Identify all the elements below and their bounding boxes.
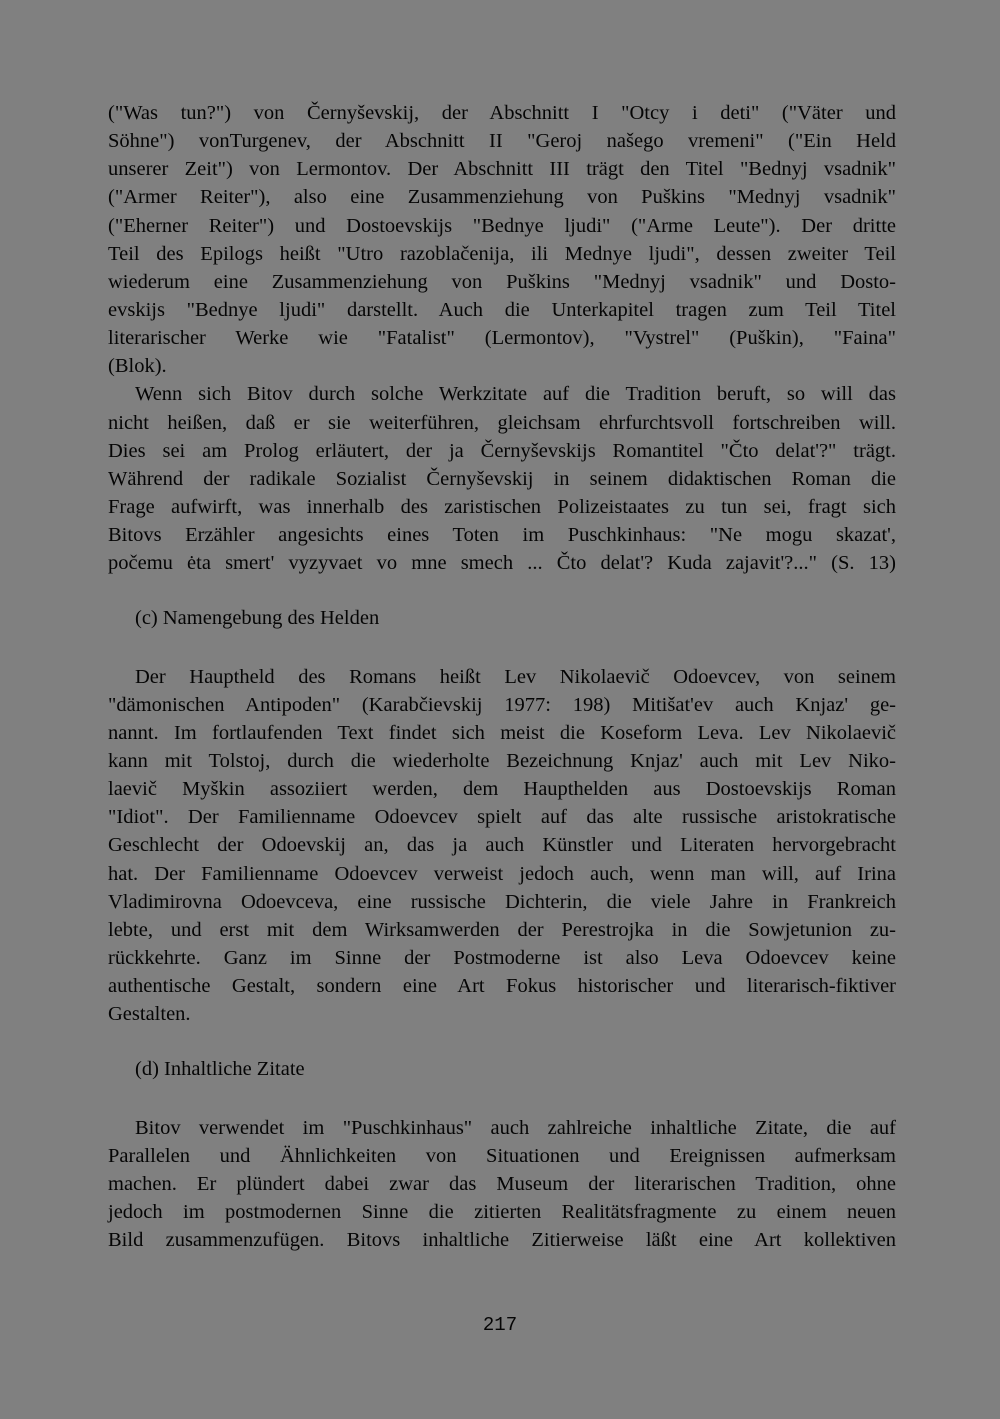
text-line: Parallelen und Ähnlichkeiten von Situationen und Ereignissen aufmerksam	[108, 1144, 896, 1167]
page-body	[108, 99, 896, 1254]
text-line: unserer Zeit") von Lermontov. Der Abschnitt III trägt den Titel "Bednyj vsadnik"	[108, 158, 896, 181]
text-line: Bitov verwendet im "Puschkinhaus" auch zahlreiche inhaltliche Zitate, die auf	[135, 1116, 896, 1139]
text-line: wiederum eine Zusammenziehung von Puškins "Mednyj vsadnik" und Dosto-	[108, 270, 896, 293]
text-line: Vladimirovna Odoevceva, eine russische Dichterin, die viele Jahre in Frankreich	[108, 890, 896, 913]
text-line: Gestalten.	[108, 1003, 191, 1026]
text-line: Während der radikale Sozialist Černyševskij in seinem didaktischen Roman die	[108, 467, 896, 490]
text-line: Wenn sich Bitov durch solche Werkzitate auf die Tradition beruft, so will das	[135, 383, 896, 406]
text-line: lebte, und erst mit dem Wirksamwerden der Perestrojka in die Sowjetunion zu-	[108, 918, 896, 941]
text-line: jedoch im postmodernen Sinne die zitierten Realitätsfragmente zu einem neuen	[108, 1200, 896, 1223]
text-line: "Idiot". Der Familienname Odoevcev spielt auf das alte russische aristokratische	[108, 806, 896, 829]
paragraph-1	[108, 99, 896, 380]
text-line: rückkehrte. Ganz im Sinne der Postmoderne ist also Leva Odoevcev keine	[108, 946, 896, 969]
text-line: machen. Er plündert dabei zwar das Museum der literarischen Tradition, ohne	[108, 1172, 896, 1195]
text-line: hat. Der Familienname Odoevcev verweist jedoch auch, wenn man will, auf Irina	[108, 862, 896, 885]
paragraph-3	[108, 663, 896, 1029]
text-line: ("Armer Reiter"), also eine Zusammenziehung von Puškins "Mednyj vsadnik"	[108, 186, 896, 209]
text-line: Dies sei am Prolog erläutert, der ja Černyševskijs Romantitel "Čto delat'?" trägt.	[108, 439, 896, 462]
text-line: laevič Myškin assoziiert werden, dem Haupthelden aus Dostoevskijs Roman	[108, 778, 896, 801]
paragraph-2	[108, 380, 896, 577]
text-line: ("Eherner Reiter") und Dostoevskijs "Bednye ljudi" ("Arme Leute"). Der dritte	[108, 214, 896, 237]
text-line: "dämonischen Antipoden" (Karabčievskij 1977: 198) Mitišat'ev auch Knjaz' ge-	[108, 693, 896, 716]
text-line: nicht heißen, daß er sie weiterführen, gleichsam ehrfurchtsvoll fortschreiben will.	[108, 411, 896, 434]
text-line: Söhne") vonTurgenev, der Abschnitt II "Geroj našego vremeni" ("Ein Held	[108, 130, 896, 153]
section-heading-d: (d) Inhaltliche Zitate	[135, 1058, 305, 1081]
section-heading-c: (c) Namengebung des Helden	[135, 607, 380, 630]
text-line: kann mit Tolstoj, durch die wiederholte Bezeichnung Knjaz' auch mit Lev Niko-	[108, 749, 896, 772]
paragraph-4	[108, 1114, 896, 1255]
text-line: ("Was tun?") von Černyševskij, der Abschnitt I "Otcy i deti" ("Väter und	[108, 102, 896, 124]
text-line: authentische Gestalt, sondern eine Art Fokus historischer und literarisch-fiktiver	[108, 975, 896, 998]
text-line: Geschlecht der Odoevskij an, das ja auch Künstler und Literaten hervorgebracht	[108, 834, 896, 857]
page-number: 217	[482, 1314, 518, 1336]
text-line: Bild zusammenzufügen. Bitovs inhaltliche Zitierweise läßt eine Art kollektiven	[108, 1229, 896, 1252]
text-line: evskijs "Bednye ljudi" darstellt. Auch die Unterkapitel tragen zum Teil Titel	[108, 298, 896, 321]
text-line: Teil des Epilogs heißt "Utro razoblačenija, ili Mednye ljudi", dessen zweiter Teil	[108, 242, 896, 265]
text-line: Frage aufwirft, was innerhalb des zaristischen Polizeistaates zu tun sei, fragt sich	[108, 495, 896, 518]
text-line: nannt. Im fortlaufenden Text findet sich meist die Koseform Leva. Lev Nikolaevič	[108, 721, 896, 744]
text-line: Bitovs Erzähler angesichts eines Toten im Puschkinhaus: "Ne mogu skazat',	[108, 524, 896, 547]
text-line: počemu ėta smert' vyzyvaet vo mne smech ... Čto delat'? Kuda zajavit'?..." (S. 13)	[108, 552, 896, 575]
text-line: literarischer Werke wie "Fatalist" (Lermontov), "Vystrel" (Puškin), "Faina"	[108, 327, 896, 350]
text-line: Der Hauptheld des Romans heißt Lev Nikolaevič Odoevcev, von seinem	[135, 665, 896, 688]
text-line: (Blok).	[108, 355, 167, 378]
